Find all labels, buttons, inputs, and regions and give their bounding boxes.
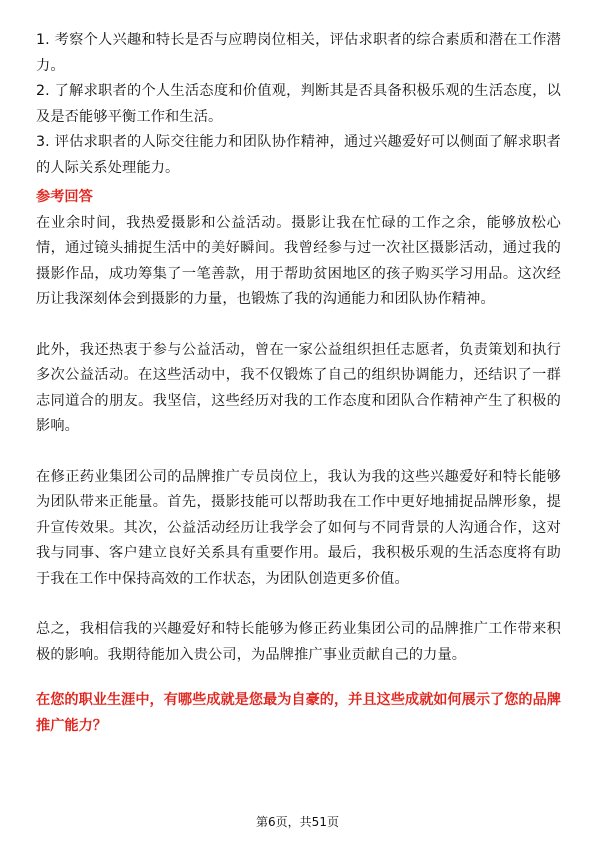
document-page: [36, 28, 561, 739]
answer-heading: 参考回答: [36, 189, 93, 205]
point-1: 1. 考察个人兴趣和特长是否与应聘岗位相关，评估求职者的综合素质和潜在工作潜力。: [36, 32, 561, 74]
answer-paragraph-2: 此外，我还热衷于参与公益活动，曾在一家公益组织担任志愿者，负责策划和执行多次公益活动。在这些活动中，我不仅锻炼了自己的组织协调能力，还结识了一群志同道合的朋友。我坚信，这些经历对我的工作态度和团队合作精神产生了积极的影响。: [36, 341, 561, 434]
point-3: 3. 评估求职者的人际交往能力和团队协作精神，通过兴趣爱好可以侧面了解求职者的人际关系处理能力。: [36, 134, 561, 176]
page-number-footer: 第6页，共51页: [256, 815, 339, 829]
next-question: 在您的职业生涯中，有哪些成就是您最为自豪的，并且这些成就如何展示了您的品牌推广能力？: [36, 692, 561, 734]
answer-paragraph-3: 在修正药业集团公司的品牌推广专员岗位上，我认为我的这些兴趣爱好和特长能够为团队带来正能量。首先，摄影技能可以帮助我在工作中更好地捕捉品牌形象，提升宣传效果。其次，公益活动经历让我学会了如何与不同背景的人沟通合作，这对我与同事、客户建立良好关系具有重要作用。最后，我积极乐观的生活态度将有助于我在工作中保持高效的工作状态，为团队创造更多价值。: [36, 468, 561, 587]
answer-paragraph-1: 在业余时间，我热爱摄影和公益活动。摄影让我在忙碌的工作之余，能够放松心情，通过镜头捕捉生活中的美好瞬间。我曾经参与过一次社区摄影活动，通过我的摄影作品，成功筹集了一笔善款，用于帮助贫困地区的孩子购买学习用品。这次经历让我深刻体会到摄影的力量，也锻炼了我的沟通能力和团队协作精神。: [36, 214, 561, 307]
answer-paragraph-4: 总之，我相信我的兴趣爱好和特长能够为修正药业集团公司的品牌推广工作带来积极的影响。我期待能加入贵公司，为品牌推广事业贡献自己的力量。: [36, 621, 561, 663]
point-2: 2. 了解求职者的个人生活态度和价值观，判断其是否具备积极乐观的生活态度，以及是否能够平衡工作和生活。: [36, 83, 561, 125]
